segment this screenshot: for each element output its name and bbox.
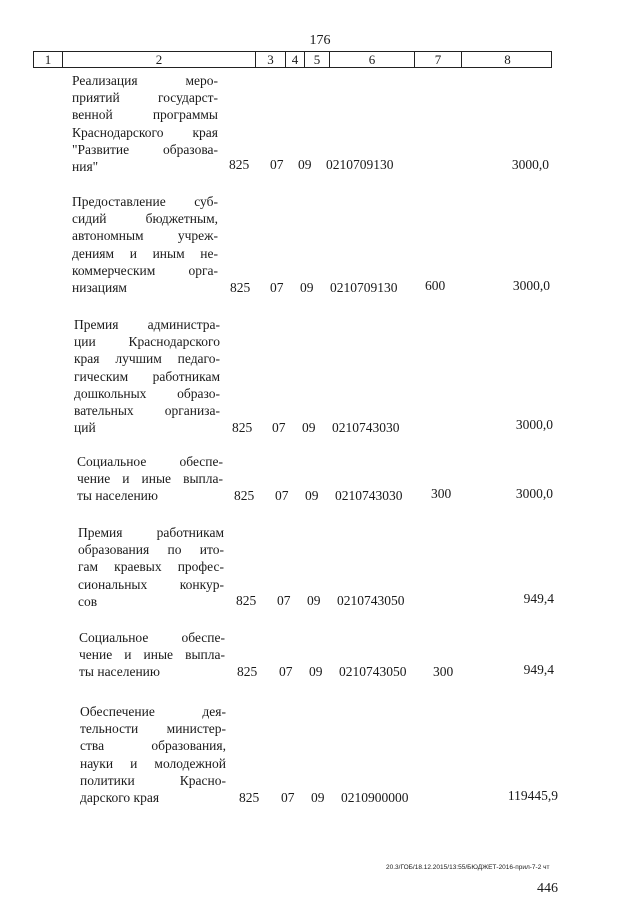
header-col-8: 8	[461, 52, 553, 67]
header-col-3: 3	[255, 52, 285, 67]
cell-subsection: 09	[302, 420, 316, 435]
header-col-4: 4	[285, 52, 304, 67]
footer-page-number: 446	[537, 881, 558, 896]
cell-target-article: 0210709130	[326, 157, 394, 172]
cell-section: 07	[277, 593, 291, 608]
cell-subsection: 09	[300, 280, 314, 295]
cell-section: 07	[275, 488, 289, 503]
cell-amount: 3000,0	[515, 417, 553, 432]
cell-ministry: 825	[232, 420, 253, 435]
cell-expense-type: 300	[433, 664, 454, 679]
cell-ministry: 825	[239, 790, 260, 805]
cell-target-article: 0210743050	[337, 593, 405, 608]
row-description: Обеспечение дея- тельности министер- ства образования, науки и молодежной политики Красно- дарского края	[80, 704, 226, 806]
cell-ministry: 825	[234, 488, 255, 503]
cell-expense-type: 300	[431, 486, 452, 501]
cell-ministry: 825	[230, 280, 251, 295]
cell-section: 07	[272, 420, 286, 435]
cell-ministry: 825	[236, 593, 257, 608]
cell-subsection: 09	[309, 664, 323, 679]
cell-target-article: 0210900000	[341, 790, 409, 805]
cell-subsection: 09	[298, 157, 312, 172]
cell-amount: 949,4	[523, 662, 554, 677]
header-col-1: 1	[44, 52, 52, 67]
row-description: Социальное обеспе- чение и иные выпла- ты населению	[79, 630, 225, 680]
row-description: Премия работникам образования по ито- гам краевых профес- сиональных конкур- сов	[78, 525, 224, 609]
cell-ministry: 825	[237, 664, 258, 679]
cell-subsection: 09	[305, 488, 319, 503]
cell-expense-type: 600	[425, 278, 446, 293]
cell-amount: 119445,9	[507, 788, 558, 803]
cell-amount: 3000,0	[512, 278, 550, 293]
cell-ministry: 825	[229, 157, 250, 172]
cell-section: 07	[279, 664, 293, 679]
header-col-2: 2	[62, 52, 255, 67]
page-number: 176	[309, 33, 331, 48]
cell-target-article: 0210743030	[335, 488, 403, 503]
cell-subsection: 09	[311, 790, 325, 805]
row-description: Социальное обеспе- чение и иные выпла- ты населению	[77, 454, 223, 504]
cell-amount: 949,4	[523, 591, 554, 606]
cell-section: 07	[270, 157, 284, 172]
header-col-5: 5	[304, 52, 329, 67]
header-col-7: 7	[414, 52, 461, 67]
cell-amount: 3000,0	[515, 486, 553, 501]
row-description: Премия администра- ции Краснодарского края лучшим педаго- гическим работникам дошкольных образо- вательных организа- ций	[74, 317, 220, 436]
document-code: 20.3/ГОБ/18.12.2015/13:55/БЮДЖЕТ-2016-прил-7-2 чт	[386, 864, 550, 871]
cell-target-article: 0210709130	[330, 280, 398, 295]
table-header	[33, 51, 552, 68]
cell-target-article: 0210743030	[332, 420, 400, 435]
cell-section: 07	[281, 790, 295, 805]
row-description: Предоставление суб- сидий бюджетным, автономным учреж- дениям и иным не- коммерческим орга- низациям	[72, 194, 218, 296]
cell-target-article: 0210743050	[339, 664, 407, 679]
header-col-6: 6	[329, 52, 414, 67]
cell-amount: 3000,0	[511, 157, 549, 172]
row-description: Реализация меро- приятий государст- венной программы Краснодарского края "Развитие образова- ния"	[72, 73, 218, 175]
cell-section: 07	[270, 280, 284, 295]
cell-subsection: 09	[307, 593, 321, 608]
